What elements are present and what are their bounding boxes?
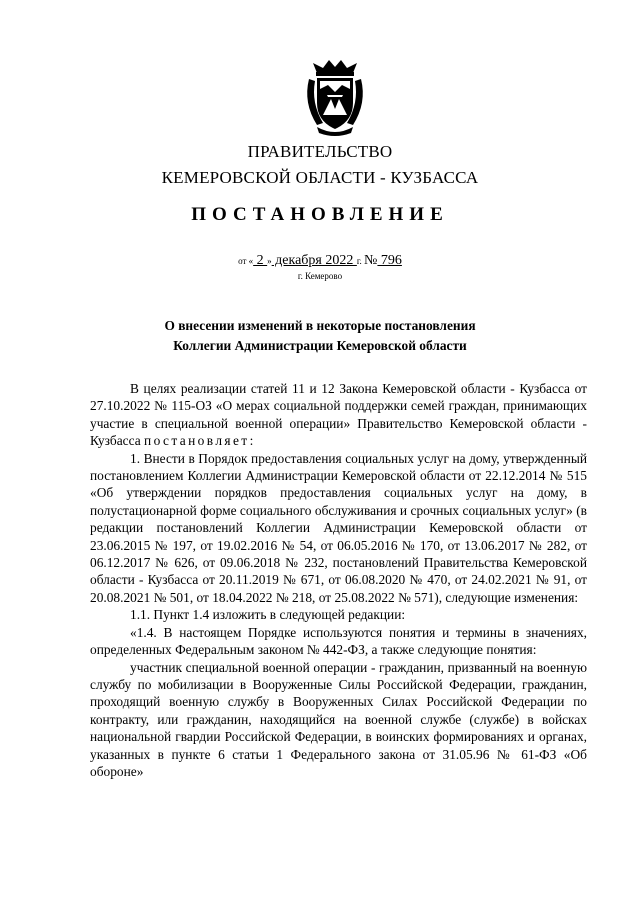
- document-body: [90, 380, 587, 780]
- government-title-line1: ПРАВИТЕЛЬСТВО: [247, 142, 393, 161]
- date-month-year: декабря 2022: [271, 253, 357, 268]
- government-title-line2: КЕМЕРОВСКОЙ ОБЛАСТИ - КУЗБАССА: [161, 168, 479, 187]
- document-type-title: ПОСТАНОВЛЕНИЕ: [191, 204, 449, 225]
- paragraph-item-1: 1. Внести в Порядок предоставления социальных услуг на дому, утвержденный постановлением Коллегии Администрации Кемеровской области от 22.12.2014 № 515 «Об утверждении порядков предоставления социальных услуг на дому, в полустационарной форме социального обслуживания и срочных социальных услуг» (в редакции постановлений Коллегии Администрации Кемеровской области от 23.06.2015 № 197, от 19.02.2016 № 54, от 06.05.2016 № 170, от 13.06.2017 № 282, от 06.12.2017 № 626, от 09.06.2018 № 232, постановлений Правительства Кемеровской области - Кузбасса от 20.11.2019 № 671, от 06.08.2020 № 470, от 24.02.2021 № 91, от 20.08.2021 № 501, от 18.04.2022 № 218, от 25.08.2022 № 571), следующие изменения:: [90, 450, 587, 605]
- coat-of-arms-emblem: [303, 59, 367, 137]
- paragraph-quote-1-4: «1.4. В настоящем Порядке используются понятия и термины в значениях, определенных Федеральным законом № 442-ФЗ, а также следующие понятия:: [90, 624, 587, 658]
- document-number: 796: [377, 253, 402, 268]
- paragraph-item-1-1: 1.1. Пункт 1.4 изложить в следующей редакции:: [130, 607, 406, 623]
- document-date-number: [0, 254, 640, 268]
- preamble-text: В целях реализации статей 11 и 12 Закона Кемеровской области - Кузбасса от 27.10.2022 № 115-ОЗ «О мерах социальной поддержки семей граждан, принимающих участие в специальной военной операции» Правительство Кемеровской области - Кузбасса: [90, 381, 587, 449]
- date-suffix: г.: [356, 256, 362, 266]
- number-prefix: №: [364, 253, 378, 268]
- date-prefix: от «: [238, 256, 254, 266]
- city-name: г. Кемерово: [297, 271, 343, 281]
- preamble-end: :: [249, 433, 254, 449]
- subject-line1: О внесении изменений в некоторые постановления: [164, 318, 476, 333]
- subject-line2: Коллегии Администрации Кемеровской области: [173, 338, 467, 353]
- date-mid: »: [267, 256, 272, 266]
- preamble-resolves: постановляет: [144, 433, 250, 449]
- document-subject: [90, 316, 550, 356]
- paragraph-preamble: [90, 380, 587, 450]
- date-day: 2: [253, 253, 268, 268]
- paragraph-definition: участник специальной военной операции - гражданин, призванный на военную службу по мобилизации в Вооруженные Силы Российской Федерации, гражданин, проходящий военную службу в Вооруженных Силах Российской Федерации по контракту, или гражданин, находящийся на военной службе (службе) в войсках национальной гвардии Российской Федерации, в воинских формированиях и органах, указанных в пункте 6 статьи 1 Федерального закона от 31.05.96 № 61-ФЗ «Об обороне»: [90, 659, 587, 779]
